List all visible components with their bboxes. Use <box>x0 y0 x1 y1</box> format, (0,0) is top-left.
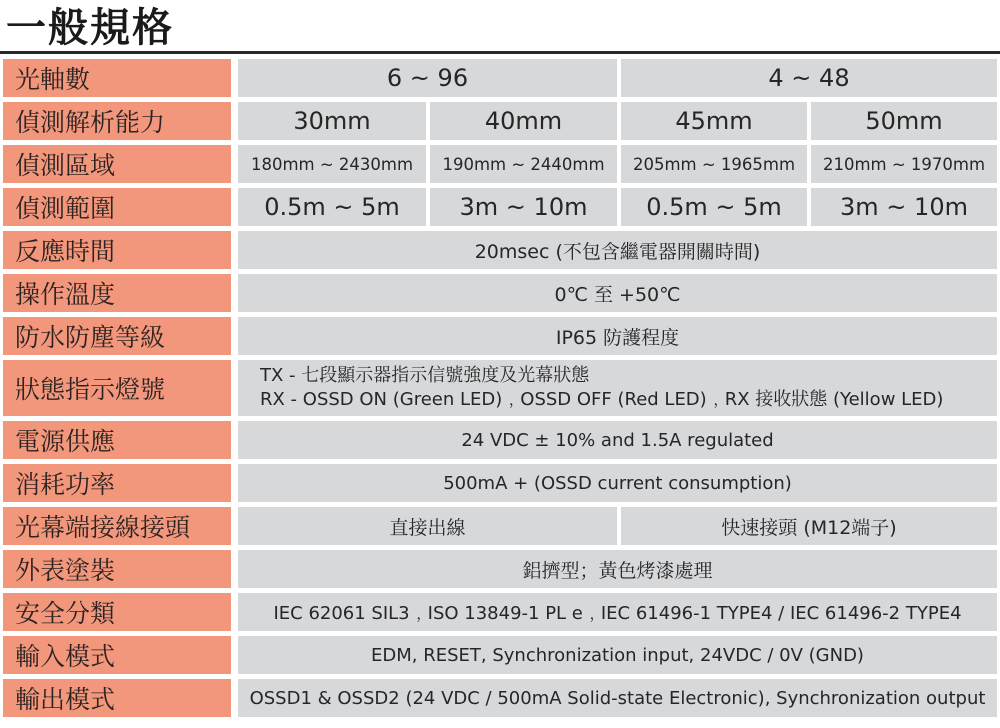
table-row <box>3 550 997 588</box>
row-label: 輸入模式 <box>3 636 231 674</box>
table-row <box>3 274 997 312</box>
value-cell: 500mA + (OSSD current consumption) <box>238 464 997 502</box>
table-row <box>3 102 997 140</box>
value-cell: 0.5m ~ 5m <box>238 188 426 226</box>
row-label: 外表塗裝 <box>3 550 231 588</box>
value-cell: 210mm ~ 1970mm <box>807 145 997 183</box>
table-row <box>3 360 997 416</box>
row-label: 消耗功率 <box>3 464 231 502</box>
row-label: 反應時間 <box>3 231 231 269</box>
value-cell: IP65 防護程度 <box>238 317 997 355</box>
value-cell: EDM, RESET, Synchronization input, 24VDC / 0V (GND) <box>238 636 997 674</box>
spec-table <box>3 54 997 722</box>
value-cell: 24 VDC ± 10% and 1.5A regulated <box>238 421 997 459</box>
status-line-tx: TX - 七段顯示器指示信號強度及光幕狀態 <box>260 365 590 386</box>
value-cell: 3m ~ 10m <box>807 188 997 226</box>
table-row <box>3 679 997 717</box>
table-row <box>3 507 997 545</box>
row-label: 偵測區域 <box>3 145 231 183</box>
table-row <box>3 421 997 459</box>
row-label: 光軸數 <box>3 59 231 97</box>
value-cell: 45mm <box>617 102 807 140</box>
value-cell: 直接出線 <box>238 507 617 545</box>
value-cell: 鋁擠型；黃色烤漆處理 <box>238 550 997 588</box>
value-cell: 190mm ~ 2440mm <box>426 145 617 183</box>
value-cell: 6 ~ 96 <box>238 59 617 97</box>
value-cell: IEC 62061 SIL3﹐ISO 13849-1 PL e﹐IEC 61496-1 TYPE4 / IEC 61496-2 TYPE4 <box>238 593 997 631</box>
value-cell: 30mm <box>238 102 426 140</box>
value-cell: 4 ~ 48 <box>617 59 997 97</box>
value-cell: 0.5m ~ 5m <box>617 188 807 226</box>
row-label: 偵測範圍 <box>3 188 231 226</box>
table-row <box>3 636 997 674</box>
row-label: 防水防塵等級 <box>3 317 231 355</box>
table-row <box>3 231 997 269</box>
table-row <box>3 145 997 183</box>
status-line-rx: RX - OSSD ON (Green LED)﹐OSSD OFF (Red LED)﹐RX 接收狀態 (Yellow LED) <box>260 389 944 410</box>
row-label: 光幕端接線接頭 <box>3 507 231 545</box>
value-cell: 40mm <box>426 102 617 140</box>
table-row <box>3 188 997 226</box>
value-cell: 205mm ~ 1965mm <box>617 145 807 183</box>
table-row <box>3 464 997 502</box>
page-title: 一般規格 <box>6 5 174 51</box>
row-label: 偵測解析能力 <box>3 102 231 140</box>
value-cell: 0℃ 至 +50℃ <box>238 274 997 312</box>
value-cell: 50mm <box>807 102 997 140</box>
row-label: 安全分類 <box>3 593 231 631</box>
table-row <box>3 593 997 631</box>
row-label: 狀態指示燈號 <box>3 360 231 416</box>
value-cell: 3m ~ 10m <box>426 188 617 226</box>
value-cell: OSSD1 & OSSD2 (24 VDC / 500mA Solid-state Electronic), Synchronization output <box>238 679 997 717</box>
value-cell <box>238 360 997 416</box>
value-cell: 180mm ~ 2430mm <box>238 145 426 183</box>
row-label: 電源供應 <box>3 421 231 459</box>
value-cell: 20msec (不包含繼電器開關時間) <box>238 231 997 269</box>
row-label: 輸出模式 <box>3 679 231 717</box>
row-label: 操作溫度 <box>3 274 231 312</box>
table-row <box>3 317 997 355</box>
table-row <box>3 59 997 97</box>
value-cell: 快速接頭 (M12端子) <box>617 507 997 545</box>
